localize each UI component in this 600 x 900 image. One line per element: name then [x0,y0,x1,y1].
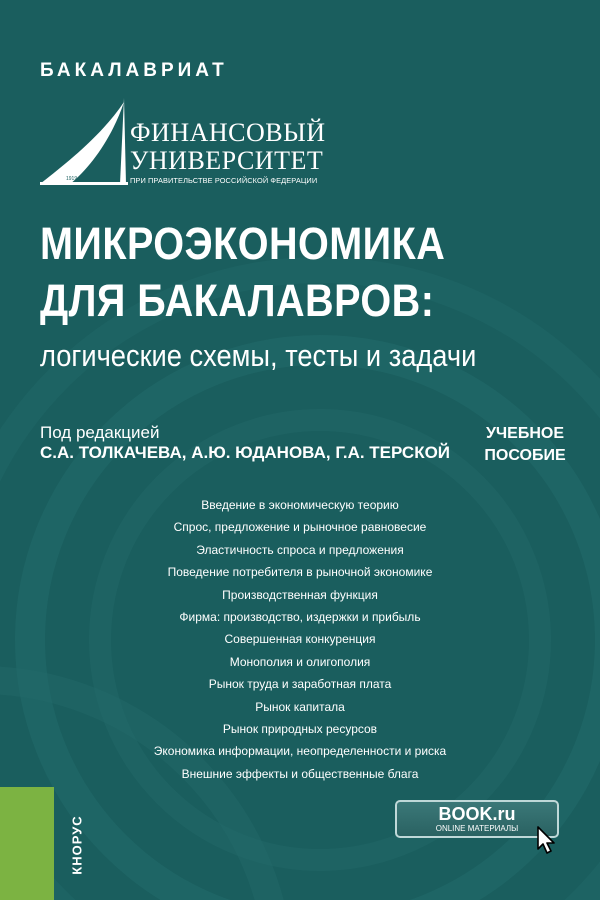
title-line2: ДЛЯ БАКАЛАВРОВ: [40,275,435,326]
green-accent-block [0,787,54,900]
contents-list [100,494,500,785]
logo-subline: ПРИ ПРАВИТЕЛЬСТВЕ РОССИЙСКОЙ ФЕДЕРАЦИИ [130,176,318,185]
book-type-line2: ПОСОБИЕ [484,447,566,464]
book-online-main: BOOK.ru [438,804,516,824]
contents-item: Рынок капитала [255,699,345,714]
publisher-text: КНОРУС [69,815,85,875]
subtitle: логические схемы, тесты и задачи [40,338,477,373]
logo-year: 1919 [66,176,78,182]
contents-item: Рынок природных ресурсов [222,722,378,737]
logo-text-line2: УНИВЕРСИТЕТ [130,146,324,175]
contents-item: Рынок труда и заработная плата [208,677,392,692]
logo-text-line1: ФИНАНСОВЫЙ [130,118,326,147]
contents-item: Монополия и олигополия [229,654,371,669]
university-logo [40,98,340,193]
book-type [470,423,580,467]
series-label: БАКАЛАВРИАТ [40,60,228,81]
publisher-label [62,800,92,890]
contents-item: Совершенная конкуренция [224,632,376,647]
contents-item: Введение в экономическую теорию [201,498,399,512]
contents-item: Фирма: производство, издержки и прибыль [179,610,421,625]
title-line1: МИКРОЭКОНОМИКА [40,218,446,269]
contents-item: Спрос, предложение и рыночное равновесие [173,520,427,535]
book-online-sub: ONLINE МАТЕРИАЛЫ [435,824,519,833]
contents-item: Поведение потребителя в рыночной экономике [167,565,433,580]
contents-item: Производственная функция [222,587,378,602]
book-type-line1: УЧЕБНОЕ [485,425,565,442]
contents-item: Эластичность спроса и предложения [196,542,404,557]
contents-item: Внешние эффекты и общественные блага [181,766,419,781]
editors-names: С.А. ТОЛКАЧЕВА, А.Ю. ЮДАНОВА, Г.А. ТЕРСКОЙ [40,443,451,462]
logo-emblem-icon [40,98,130,190]
editors-label: Под редакцией [40,423,160,442]
contents-item: Экономика информации, неопределенности и риска [153,744,447,759]
cursor-arrow-icon [537,826,557,856]
book-online-button[interactable] [395,800,559,838]
